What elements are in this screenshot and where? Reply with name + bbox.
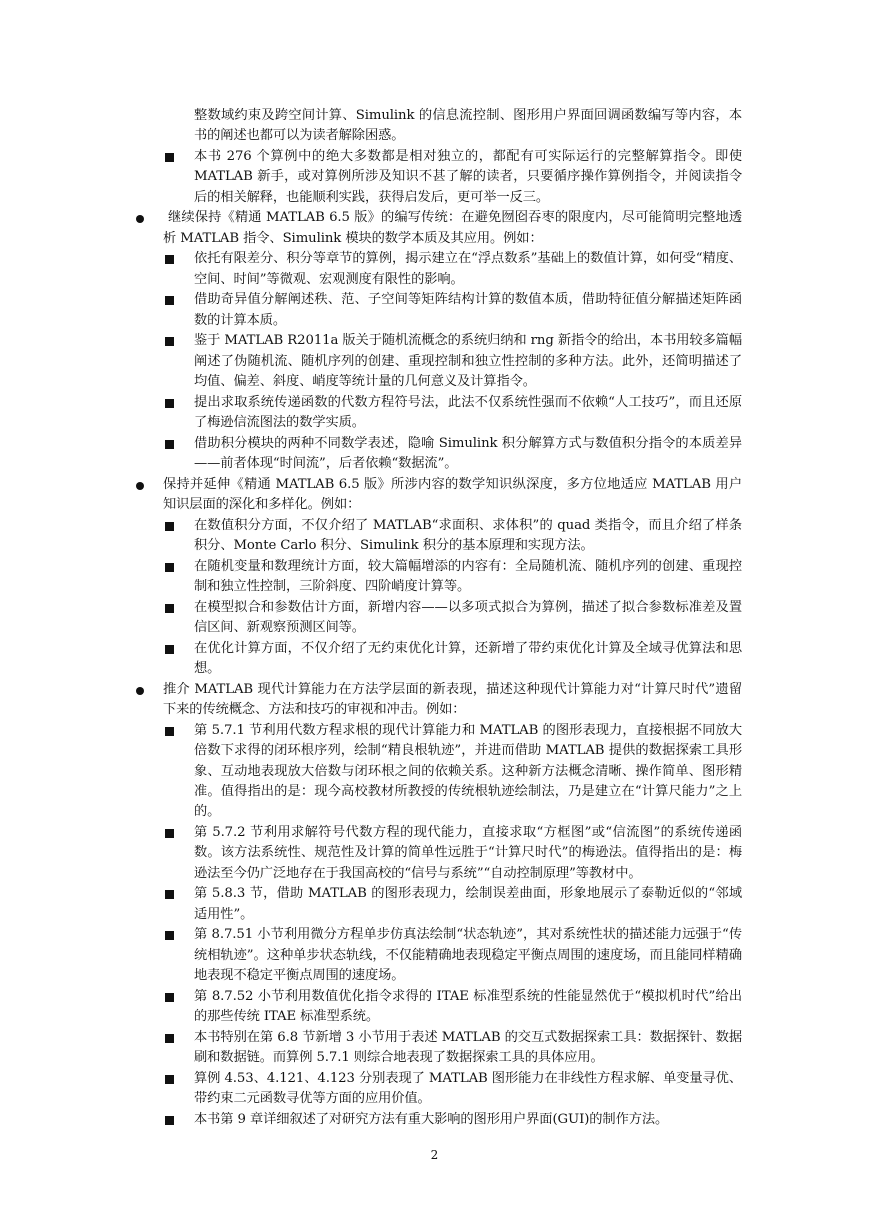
list-item: 依托有限差分、积分等章节的算例，揭示建立在“浮点数系”基础上的数值计算，如何受“精度、空间、时间”等微观、宏观测度有限性的影响。: [194, 251, 742, 287]
list-item: 推介 MATLAB 现代计算能力在方法学层面的新表现，描述这种现代计算能力对“计算尺时代”遗留下来的传统概念、方法和技巧的审视和冲击。例如：: [163, 681, 742, 718]
list-item: 算例 4.53、4.121、4.123 分别表现了 MATLAB 图形能力在非线性方程求解、单变量寻优、带约束二元函数寻优等方面的应用价值。: [194, 1070, 742, 1107]
list-item: 借助积分模块的两种不同数学表述，隐喻 Simulink 积分解算方式与数值积分指令的本质差异——前者体现“时间流”，后者依赖“数据流”。: [194, 435, 742, 472]
list-item: 鉴于 MATLAB R2011a 版关于随机流概念的系统归纳和 rng 新指令的给出，本书用较多篇幅阐述了伪随机流、随机序列的创建、重现控制和独立性控制的多种方法。此外，还简明描述了均值、偏差、斜度、峭度等统计量的几何意义及计算指令。: [194, 333, 742, 390]
list-item: 第 5.7.2 节利用求解符号代数方程的现代能力，直接求取“方框图”或“信流图”的系统传递函数。该方法系统性、规范性及计算的简单性远胜于“计算尺时代”的梅逊法。值得指出的是：梅逊法至今仍广泛地存在于我国高校的“信号与系统”“自动控制原理”等教材中。: [194, 824, 742, 881]
list-item: 在随机变量和数理统计方面，较大篇幅增添的内容有：全局随机流、随机序列的创建、重现控制和独立性控制，三阶斜度、四阶峭度计算等。: [194, 558, 742, 595]
list-item: 本书 276 个算例中的绝大多数都是相对独立的，都配有可实际运行的完整解算指令。即使 MATLAB 新手，或对算例所涉及知识不甚了解的读者，只要循序操作算例指令，并阅读指令后的相关解释，也能顺利实践，获得启发后，更可举一反三。: [194, 148, 742, 205]
list-item: 提出求取系统传递函数的代数方程符号法，此法不仅系统性强而不依赖“人工技巧”，而且还原了梅逊信流图法的数学实质。: [194, 394, 742, 431]
list-item: 本书特别在第 6.8 节新增 3 小节用于表述 MATLAB 的交互式数据探索工具：数据探针、数据刷和数据链。而算例 5.7.1 则综合地表现了数据探索工具的具体应用。: [194, 1029, 742, 1066]
list-item: 本书第 9 章详细叙述了对研究方法有重大影响的图形用户界面(GUI)的制作方法。: [194, 1111, 669, 1127]
list-item: 在优化计算方面，不仅介绍了无约束优化计算，还新增了带约束优化计算及全域寻优算法和思想。: [194, 640, 742, 677]
page-number: 2: [430, 1148, 439, 1163]
list-item: 第 5.7.1 节利用代数方程求根的现代计算能力和 MATLAB 的图形表现力，直接根据不同放大倍数下求得的闭环根序列，绘制“精良根轨迹”，并进而借助 MATLAB 提供的数据探索工具形象、互动地表现放大倍数与闭环根之间的依赖关系。这种新方法概念清晰、操作简单、图形精准。值得指出的是：现今高校教材所教授的传统根轨迹绘制法，乃是建立在“计算尺能力”之上的。: [194, 722, 742, 820]
list-item: 第 8.7.51 小节利用微分方程单步仿真法绘制“状态轨迹”，其对系统性状的描述能力远强于“传统相轨迹”。这种单步状态轨线，不仅能精确地表现稳定平衡点周围的速度场，而且能同样精确地表现不稳定平衡点周围的速度场。: [194, 927, 742, 984]
list-item: 继续保持《精通 MATLAB 6.5 版》的编写传统：在避免囫囵吞枣的限度内，尽可能简明完整地透析 MATLAB 指令、Simulink 模块的数学本质及其应用。例如：: [163, 210, 742, 246]
list-item: 第 5.8.3 节，借助 MATLAB 的图形表现力，绘制误差曲面，形象地展示了泰勒近似的“邻域适用性”。: [194, 886, 742, 922]
list-item: 第 8.7.52 小节利用数值优化指令求得的 ITAE 标准型系统的性能显然优于“模拟机时代”给出的那些传统 ITAE 标准型系统。: [194, 988, 742, 1025]
list-item: 借助奇异值分解阐述秩、范、子空间等矩阵结构计算的数值本质，借助特征值分解描述矩阵函数的计算本质。: [194, 292, 742, 328]
list-item: 整数域约束及跨空间计算、Simulink 的信息流控制、图形用户界面回调函数编写等内容，本书的阐述也都可以为读者解除困惑。: [194, 108, 742, 144]
list-item: 在数值积分方面，不仅介绍了 MATLAB“求面积、求体积”的 quad 类指令，而且介绍了样条积分、Monte Carlo 积分、Simulink 积分的基本原理和实现方法。: [194, 517, 742, 554]
list-item: 在模型拟合和参数估计方面，新增内容——以多项式拟合为算例，描述了拟合参数标准差及置信区间、新观察预测区间等。: [194, 599, 742, 636]
list-item: 保持并延伸《精通 MATLAB 6.5 版》所涉内容的数学知识纵深度，多方位地适应 MATLAB 用户知识层面的深化和多样化。例如：: [163, 476, 742, 513]
